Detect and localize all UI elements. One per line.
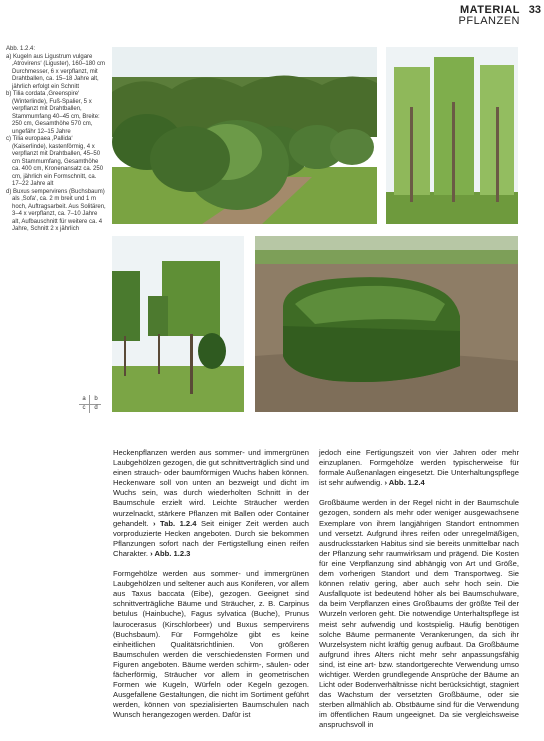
photo-d-buxus-sofa	[255, 236, 518, 412]
grid-label-c: c	[82, 405, 86, 411]
figure-caption	[6, 46, 106, 234]
caption-item-d: d) Buxus sempervirens (Buchsbaum) als ‚Sofa‘, ca. 2 m breit und 1 m hoch, Auftragsarbeit. Aus Solitären, 3–4 x verpflanzt, ca. 7–10 Jahre alt, Aufbauschnitt für weitere ca. 4 Jahre, Schnitt 2 x jährlich	[6, 188, 106, 232]
photo-c-tilia-box-form	[112, 236, 244, 412]
section-title: MATERIAL	[459, 4, 520, 16]
caption-title: Abb. 1.2.4:	[6, 46, 36, 52]
paragraph-formgehoelze-cont: jedoch eine Fertigungszeit von vier Jahren oder mehr einzuplanen. Formgehölze werden typischerweise für formale Außenanlagen eingesetzt. Die Unterhaltungspflege ist sehr aufwendig. › Abb. 1.2.4	[319, 448, 519, 488]
figure-grid-legend	[79, 395, 101, 413]
grid-label-a: a	[82, 396, 86, 402]
paragraph-formgehoelze: Formgehölze werden aus sommer- und immergrünen Laubgehölzen und seltener auch aus Koniferen, vor allem aus Taxus baccata (Eibe), gezogen. Geeignet sind schnittverträgliche Bäume und Sträucher, z. B. Carpinus betulus (Hainbuche), Fagus sylvatica (Buche), Prunus laurocerasus (Kirschlorbeer) und Buxus sempervirens (Buchsbaum). Für Formgehölze gibt es keine einheitlichen Qualitätsrichtlinien. Von größeren Baumschulen werden die verschiedensten Formen und Figuren angeboten. Bäume werden schirm-, säulen- oder fächerförmig, Sträucher vor allem in geometrischen Formen wie Kugeln, Würfeln oder Kegeln gezogen. Ausgefallene Gestaltungen, die nicht im Sortiment geführt werden, können von spezialisierten Baumschulen nach Wunsch herangezogen werden. Dafür ist	[113, 569, 309, 720]
subsection-title: PFLANZEN	[458, 15, 520, 27]
photo-b-tilia-espalier	[386, 47, 518, 224]
paragraph-grossbaeume: Großbäume werden in der Regel nicht in der Baumschule gezogen, sondern als mehr oder weniger ausgewachsene Exemplare von ihrem langjährigen Standort entnommen und versetzt. Aufgrund ihres reifen oder unregelmäßigen, ausdrucksstarken Habitus sind sie bereits unmittelbar nach der Pflanzung sehr raumwirksam und prägend. Die Kosten für eine Verpflanzung sind abhängig von Art und Größe, dem vorherigen Standort und dem Transportweg. Sie können relativ gering, aber auch sehr hoch sein. Die Ausfallquote ist bedeutend höher als bei Baumschulware, da beim Verpflanzen eines Großbaums der größte Teil der Wurzeln verloren geht. Die notwendige Unterhaltspflege ist meist sehr aufwendig und kostspielig. Häufig benötigen solche Bäume permanente Verankerungen, da sich ihr Wurzelsystem nicht kräftig genug aufbaut. Da Großbäume aufgrund ihres Alters nicht mehr sehr anpassungsfähig sind, ist eine art- bzw. standortgerechte Verwendung umso wichtiger. Werden grundlegende Ansprüche der Bäume an Licht oder Bodenverhältnisse nicht berücksichtigt, stagniert das Wachstum der versetzten Großbäume, oder sie sterben allmählich ab. Obstbäume sind für die Verwendung im öffentlichen Raum ungeeignet. Da sie vergleichsweise anspruchsvoll in	[319, 498, 519, 730]
grid-label-d: d	[94, 405, 98, 411]
page-number: 33	[528, 4, 541, 16]
grid-label-b: b	[94, 396, 98, 402]
caption-item-a: a) Kugeln aus Ligustrum vulgare ‚Atrovirens‘ (Liguster), 160–180 cm Durchmesser, 6 x verpflanzt, mit Drahtballen, ca. 15–18 Jahre alt, jährlich erfolgt ein Schnitt	[6, 53, 106, 90]
caption-item-c: c) Tilia europaea ‚Pallida‘ (Kaiserlinde), kastenförmig, 4 x verpflanzt mit Drahtballen, 45–50 cm Stammumfang, Gesamthöhe ca. 400 cm, Kronenansatz ca. 250 cm, jährlich ein Formschnitt, ca. 17–22 Jahre alt	[6, 136, 104, 187]
caption-item-b: b) Tilia cordata ‚Greenspire‘ (Winterlinde), Fuß-Spalier, 5 x verpflanzt mit Drahtballen, Stammumfang 40–45 cm, Breite: 250 cm, Gesamthöhe 570 cm, ungefähr 12–15 Jahre	[6, 91, 100, 135]
text-column-left	[113, 448, 309, 730]
photo-a-ligustrum-balls	[112, 47, 377, 224]
text-column-right	[319, 448, 519, 741]
paragraph-heckenpflanzen: Heckenpflanzen werden aus sommer- und immergrünen Laubgehölzen gezogen, die gut schnittverträglich sind und einen strauch- oder baumförmigen Wuchs haben können. Heckenware soll von unten an bezweigt und dicht im Wuchs sein, was durch wiederholten Schnitt in der Baumschule erzielt wird. Leichte Sträucher werden wurzelnackt, stärkere Pflanzen mit Ballen oder Container gehandelt. › Tab. 1.2.4 Seit einiger Zeit werden auch vorproduzierte Hecken angeboten. Durch sie bekommen Pflanzungen sofort nach der Fertigstellung einen reifen Charakter. › Abb. 1.2.3	[113, 448, 309, 558]
running-header	[440, 4, 520, 28]
